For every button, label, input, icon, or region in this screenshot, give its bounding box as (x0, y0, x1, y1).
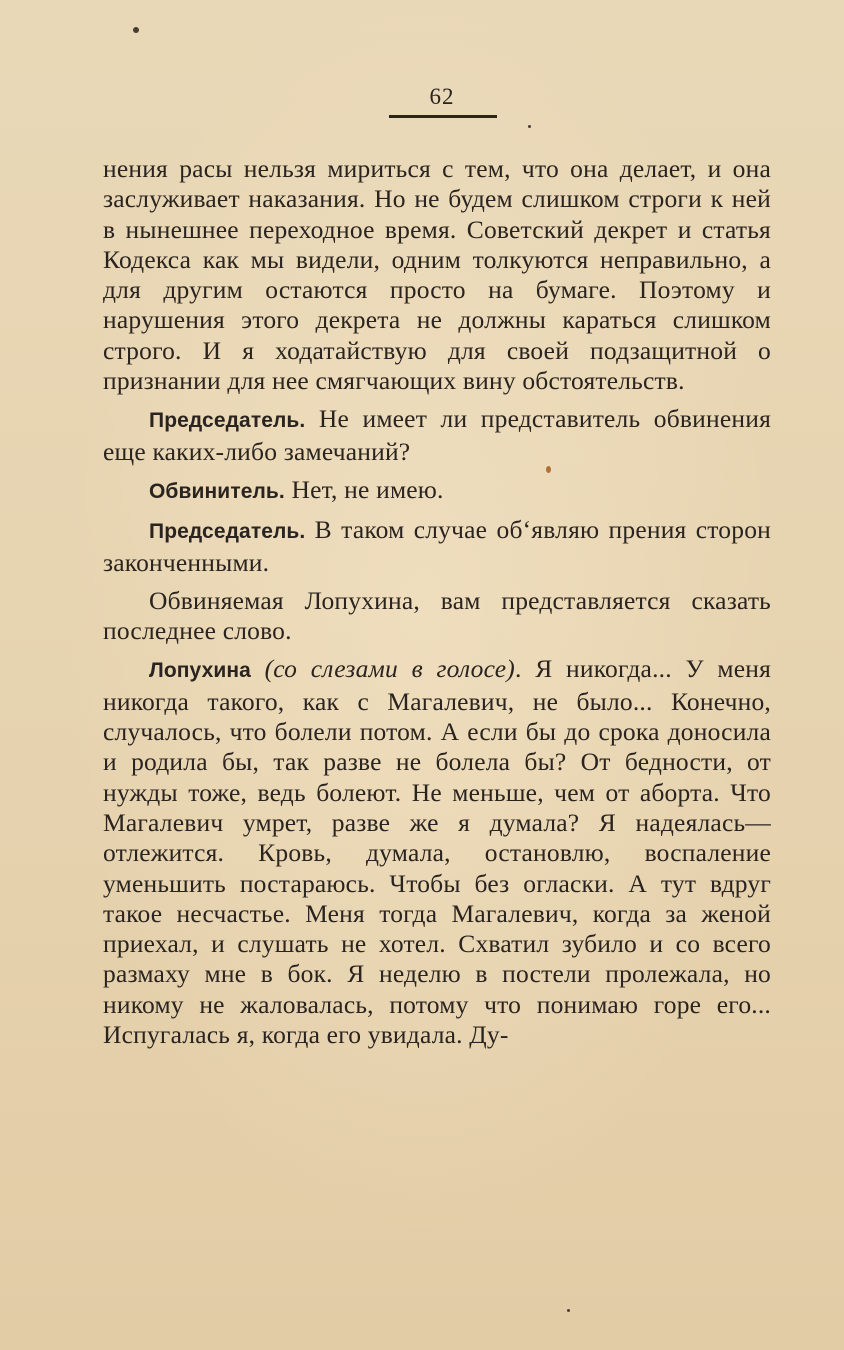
body-text (103, 154, 771, 1050)
ink-speck (133, 27, 139, 33)
ink-speck (528, 125, 531, 128)
paragraph (103, 404, 771, 467)
speaker-label: Лопухина (149, 659, 251, 683)
paragraph (103, 515, 771, 578)
ink-speck (567, 1309, 570, 1312)
paragraph (103, 654, 771, 1050)
speaker-label: Председатель. (149, 520, 306, 544)
speaker-label: Обвинитель. (149, 479, 285, 503)
paragraph-text: Не имеет ли представитель обвинения еще каких-либо замечаний? (103, 404, 771, 466)
paragraph: Обвиняемая Лопухина, вам представляется сказать последнее слово. (103, 585, 771, 646)
paragraph (103, 475, 771, 507)
paragraph: нения расы нельзя мириться с тем, что она делает, и она заслуживает наказания. Но не будем слишком строги к ней в нынешнее переходное время. Советский декрет и статья Кодекса как мы видели, одним толкуются неправильно, а для другим остаются просто на бумаге. Поэтому и нарушения этого декрета не должны караться слишком строго. И я ходатайствую для своей подзащитной о признании для нее смягчающих вину обстоятельств. (103, 154, 771, 396)
page-number: 62 (429, 84, 455, 109)
speaker-label: Председатель. (149, 409, 306, 433)
paragraph-text: Нет, не имею. (284, 474, 444, 504)
paragraph-text: . Я никогда... У меня никогда такого, как с Магалевич, не было... Конечно, случалось, что болели потом. А если бы до срока доносила и родила бы, так разве не болела бы? От бедности, от нужды тоже, ведь болеют. Не меньше, чем от аборта. Что Магалевич умрет, разве же я думала? Я надеялась—отлежится. Кровь, думала, остановлю, воспаление уменьшить постараюсь. Чтобы без огласки. А тут вдруг такое несчастье. Меня тогда Магалевич, когда за женой приехал, и слушать не хотел. Схватил зубило и со всего размаху мне в бок. Я неделю в постели пролежала, но никому не жаловалась, потому что понимаю горе его... Испугалась я, когда его увидала. Ду- (103, 654, 771, 1050)
header-rule (389, 115, 497, 118)
stage-direction: (со слезами в голосе) (264, 654, 515, 684)
paragraph-text: В таком случае об‘являю прения сторон законченными. (103, 515, 771, 577)
